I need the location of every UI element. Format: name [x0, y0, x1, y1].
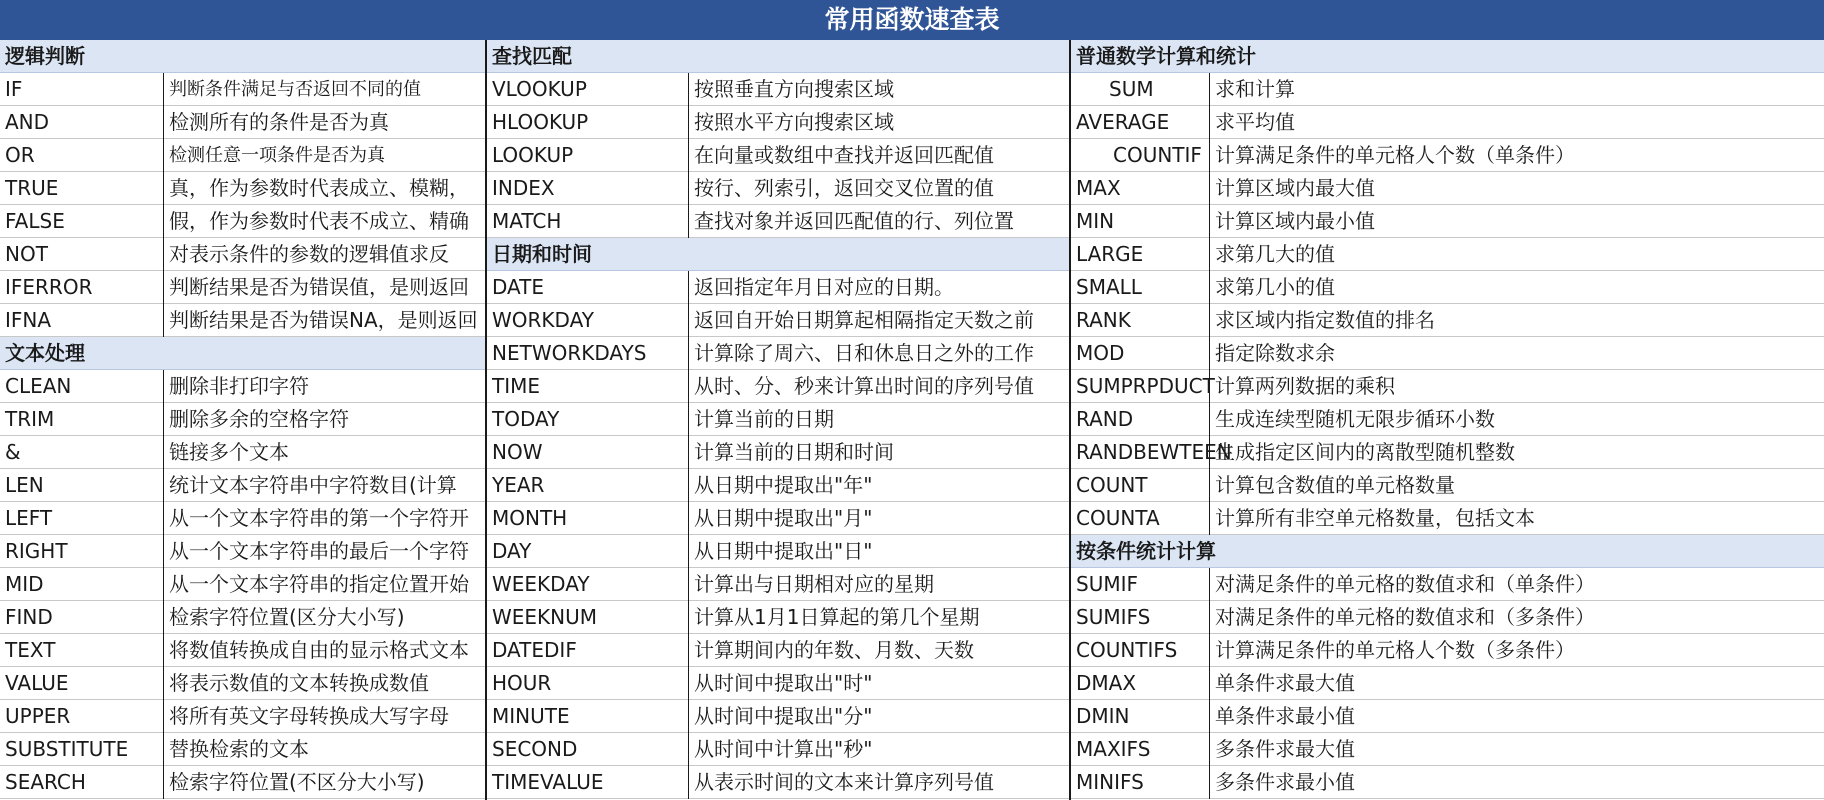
function-name-cell[interactable]: TIMEVALUE [487, 766, 689, 799]
function-row [487, 469, 1069, 502]
function-name-cell[interactable]: TODAY [487, 403, 689, 436]
function-name-cell[interactable]: NOW [487, 436, 689, 469]
function-description-cell[interactable]: 将表示数值的文本转换成数值 [169, 671, 429, 695]
function-name-cell[interactable]: UPPER [0, 700, 164, 733]
function-row [0, 502, 485, 535]
function-description-cell[interactable]: 假，作为参数时代表不成立、精确 [169, 209, 469, 233]
function-row [1071, 271, 1824, 304]
section-header[interactable] [1071, 40, 1824, 73]
function-row [487, 337, 1069, 370]
function-description-cell[interactable]: 从时、分、秒来计算出时间的序列号值 [694, 374, 1034, 398]
function-description-cell[interactable]: 从表示时间的文本来计算序列号值 [694, 770, 994, 794]
function-name-cell[interactable]: WEEKDAY [487, 568, 689, 601]
function-description-cell[interactable]: 从一个文本字符串的指定位置开始 [169, 572, 469, 596]
function-description-cell[interactable]: 求第几小的值 [1215, 275, 1335, 299]
function-name-cell[interactable]: COUNTA [1071, 502, 1210, 535]
function-name-cell[interactable]: IFERROR [0, 271, 164, 304]
function-description-cell[interactable]: 链接多个文本 [169, 440, 289, 464]
function-row [487, 766, 1069, 799]
function-description-cell[interactable]: 检测任意一项条件是否为真 [169, 145, 385, 166]
function-name-cell[interactable]: WORKDAY [487, 304, 689, 337]
function-name-cell[interactable]: DATE [487, 271, 689, 304]
function-row [1071, 370, 1824, 403]
function-row [1071, 304, 1824, 337]
function-name-cell[interactable]: DATEDIF [487, 634, 689, 667]
function-row [0, 403, 485, 436]
function-description-cell[interactable]: 替换检索的文本 [169, 737, 309, 761]
function-row [0, 700, 485, 733]
function-name-cell[interactable]: AND [0, 106, 164, 139]
function-row [0, 205, 485, 238]
function-row [0, 238, 485, 271]
function-name-cell[interactable]: NETWORKDAYS [487, 337, 689, 370]
function-row [487, 502, 1069, 535]
function-row [1071, 106, 1824, 139]
function-description-cell[interactable]: 生成指定区间内的离散型随机整数 [1215, 440, 1515, 464]
function-row [1071, 766, 1824, 799]
function-row [0, 634, 485, 667]
function-row [0, 733, 485, 766]
function-row [0, 436, 485, 469]
function-name-cell[interactable]: RAND [1071, 403, 1210, 436]
function-row [487, 436, 1069, 469]
function-description-cell[interactable]: 求平均值 [1215, 110, 1295, 134]
function-row [1071, 568, 1824, 601]
function-name-cell[interactable]: RIGHT [0, 535, 164, 568]
function-row [487, 634, 1069, 667]
function-row [1071, 634, 1824, 667]
column-divider [485, 40, 487, 800]
function-name-cell[interactable]: COUNTIFS [1071, 634, 1210, 667]
function-row [0, 172, 485, 205]
function-name-cell[interactable]: MIN [1071, 205, 1210, 238]
function-description-cell[interactable]: 返回自开始日期算起相隔指定天数之前 [694, 308, 1034, 332]
function-row [487, 403, 1069, 436]
function-name-cell[interactable]: COUNTIF [1071, 139, 1210, 172]
function-row [1071, 139, 1824, 172]
section-header[interactable] [487, 238, 1069, 271]
function-description-cell[interactable]: 从时间中计算出"秒" [694, 737, 873, 761]
function-row [0, 139, 485, 172]
function-row [1071, 436, 1824, 469]
function-row [1071, 205, 1824, 238]
function-row [487, 139, 1069, 172]
function-description-cell[interactable]: 计算区域内最小值 [1215, 209, 1375, 233]
function-description-cell[interactable]: 判断结果是否为错误NA，是则返回 [169, 308, 478, 332]
function-description-cell[interactable]: 统计文本字符串中字符数目(计算 [169, 473, 457, 497]
function-description-cell[interactable]: 检索字符位置(区分大小写) [169, 605, 405, 629]
function-description-cell[interactable]: 多条件求最大值 [1215, 737, 1355, 761]
function-name-cell[interactable]: DAY [487, 535, 689, 568]
function-description-cell[interactable]: 计算当前的日期 [694, 407, 834, 431]
function-description-cell[interactable]: 删除多余的空格字符 [169, 407, 349, 431]
function-name-cell[interactable]: SEARCH [0, 766, 164, 799]
section-header-label: 按条件统计计算 [1076, 539, 1216, 563]
function-description-cell[interactable]: 生成连续型随机无限步循环小数 [1215, 407, 1495, 431]
function-description-cell[interactable]: 从一个文本字符串的最后一个字符 [169, 539, 469, 563]
function-description-cell[interactable]: 计算满足条件的单元格人个数（多条件） [1215, 638, 1575, 662]
function-name-cell[interactable]: HLOOKUP [487, 106, 689, 139]
function-description-cell[interactable]: 计算当前的日期和时间 [694, 440, 894, 464]
function-row [487, 568, 1069, 601]
function-name-cell[interactable]: & [0, 436, 164, 469]
function-row [0, 667, 485, 700]
function-name-cell[interactable]: NOT [0, 238, 164, 271]
function-row [0, 106, 485, 139]
function-description-cell[interactable]: 按照垂直方向搜索区域 [694, 77, 894, 101]
function-description-cell[interactable]: 将数值转换成自由的显示格式文本 [169, 638, 469, 662]
function-name-cell[interactable]: MID [0, 568, 164, 601]
function-row [487, 700, 1069, 733]
function-name-cell[interactable]: FIND [0, 601, 164, 634]
function-row [1071, 700, 1824, 733]
function-description-cell[interactable]: 查找对象并返回匹配值的行、列位置 [694, 209, 1014, 233]
column-math-stats [1071, 40, 1824, 800]
function-name-cell[interactable]: RANDBEWTEEN [1071, 436, 1210, 469]
function-description-cell[interactable]: 单条件求最小值 [1215, 704, 1355, 728]
function-name-cell[interactable]: DMIN [1071, 700, 1210, 733]
function-row [1071, 337, 1824, 370]
function-name-cell[interactable]: IF [0, 73, 164, 106]
function-name-cell[interactable]: LEFT [0, 502, 164, 535]
function-description-cell[interactable]: 求第几大的值 [1215, 242, 1335, 266]
function-row [1071, 469, 1824, 502]
function-name-cell[interactable]: MAX [1071, 172, 1210, 205]
function-name-cell[interactable]: INDEX [487, 172, 689, 205]
function-description-cell[interactable]: 从日期中提取出"日" [694, 539, 873, 563]
function-description-cell[interactable]: 按照水平方向搜索区域 [694, 110, 894, 134]
function-description-cell[interactable]: 计算包含数值的单元格数量 [1215, 473, 1455, 497]
function-name-cell[interactable]: LOOKUP [487, 139, 689, 172]
function-description-cell[interactable]: 单条件求最大值 [1215, 671, 1355, 695]
function-description-cell[interactable]: 指定除数求余 [1215, 341, 1335, 365]
function-row [0, 73, 485, 106]
function-description-cell[interactable]: 真，作为参数时代表成立、模糊， [169, 176, 469, 200]
function-row [0, 469, 485, 502]
function-name-cell[interactable]: VALUE [0, 667, 164, 700]
function-name-cell[interactable]: TEXT [0, 634, 164, 667]
function-description-cell[interactable]: 计算从1月1日算起的第几个星期 [694, 605, 980, 629]
function-description-cell[interactable]: 计算满足条件的单元格人个数（单条件） [1215, 143, 1575, 167]
function-description-cell[interactable]: 从日期中提取出"年" [694, 473, 873, 497]
function-description-cell[interactable]: 按行、列索引，返回交叉位置的值 [694, 176, 994, 200]
function-row [0, 304, 485, 337]
function-row [487, 106, 1069, 139]
function-description-cell[interactable]: 求和计算 [1215, 77, 1295, 101]
function-description-cell[interactable]: 对表示条件的参数的逻辑值求反 [169, 242, 449, 266]
function-row [1071, 733, 1824, 766]
function-name-cell[interactable]: SECOND [487, 733, 689, 766]
function-name-cell[interactable]: OR [0, 139, 164, 172]
function-description-cell[interactable]: 计算所有非空单元格数量，包括文本 [1215, 506, 1535, 530]
sheet-title: 常用函数速查表 [0, 0, 1824, 40]
function-name-cell[interactable]: SUMPRPDUCT [1071, 370, 1210, 403]
function-row [1071, 502, 1824, 535]
function-name-cell[interactable]: TRUE [0, 172, 164, 205]
column-logic-text [0, 40, 485, 800]
function-description-cell[interactable]: 判断结果是否为错误值，是则返回 [169, 275, 469, 299]
function-row [0, 271, 485, 304]
section-header-label: 查找匹配 [492, 44, 572, 68]
function-row [0, 766, 485, 799]
function-description-cell[interactable]: 计算两列数据的乘积 [1215, 374, 1395, 398]
function-row [0, 568, 485, 601]
function-description-cell[interactable]: 判断条件满足与否返回不同的值 [169, 79, 421, 100]
function-description-cell[interactable]: 从时间中提取出"分" [694, 704, 873, 728]
function-description-cell[interactable]: 从日期中提取出"月" [694, 506, 873, 530]
function-row [487, 535, 1069, 568]
function-description-cell[interactable]: 求区域内指定数值的排名 [1215, 308, 1435, 332]
function-row [1071, 73, 1824, 106]
section-header[interactable] [487, 40, 1069, 73]
function-name-cell[interactable]: COUNT [1071, 469, 1210, 502]
function-name-cell[interactable]: MAXIFS [1071, 733, 1210, 766]
column-divider [1069, 40, 1071, 800]
function-name-cell[interactable]: SUMIFS [1071, 601, 1210, 634]
function-name-cell[interactable]: TRIM [0, 403, 164, 436]
function-name-cell[interactable]: SMALL [1071, 271, 1210, 304]
function-description-cell[interactable]: 对满足条件的单元格的数值求和（多条件） [1215, 605, 1595, 629]
section-header-label: 普通数学计算和统计 [1076, 44, 1256, 68]
function-row [487, 601, 1069, 634]
function-description-cell[interactable]: 检测所有的条件是否为真 [169, 110, 389, 134]
section-header[interactable] [1071, 535, 1824, 568]
function-row [1071, 238, 1824, 271]
function-name-cell[interactable]: AVERAGE [1071, 106, 1210, 139]
function-description-cell[interactable]: 返回指定年月日对应的日期。 [694, 275, 954, 299]
function-row [487, 73, 1069, 106]
function-name-cell[interactable]: WEEKNUM [487, 601, 689, 634]
function-name-cell[interactable]: MOD [1071, 337, 1210, 370]
function-name-cell[interactable]: TIME [487, 370, 689, 403]
function-row [1071, 403, 1824, 436]
function-description-cell[interactable]: 将所有英文字母转换成大写字母 [169, 704, 449, 728]
section-header-label: 逻辑判断 [5, 44, 85, 68]
function-name-cell[interactable]: FALSE [0, 205, 164, 238]
function-row [0, 535, 485, 568]
function-name-cell[interactable]: RANK [1071, 304, 1210, 337]
function-description-cell[interactable]: 计算出与日期相对应的星期 [694, 572, 934, 596]
function-name-cell[interactable]: HOUR [487, 667, 689, 700]
function-name-cell[interactable]: MATCH [487, 205, 689, 238]
function-name-cell[interactable]: SUMIF [1071, 568, 1210, 601]
function-row [487, 667, 1069, 700]
function-name-cell[interactable]: CLEAN [0, 370, 164, 403]
function-name-cell[interactable]: DMAX [1071, 667, 1210, 700]
function-row [487, 271, 1069, 304]
function-row [1071, 667, 1824, 700]
function-description-cell[interactable]: 从一个文本字符串的第一个字符开 [169, 506, 469, 530]
section-header[interactable] [0, 40, 485, 73]
function-row [1071, 172, 1824, 205]
function-row [487, 172, 1069, 205]
function-description-cell[interactable]: 从时间中提取出"时" [694, 671, 873, 695]
column-lookup-date [487, 40, 1069, 800]
function-description-cell[interactable]: 在向量或数组中查找并返回匹配值 [694, 143, 994, 167]
function-description-cell[interactable]: 计算期间内的年数、月数、天数 [694, 638, 974, 662]
function-name-cell[interactable]: MINIFS [1071, 766, 1210, 799]
function-name-cell[interactable]: YEAR [487, 469, 689, 502]
function-description-cell[interactable]: 多条件求最小值 [1215, 770, 1355, 794]
function-description-cell[interactable]: 计算除了周六、日和休息日之外的工作 [694, 341, 1034, 365]
function-row [487, 304, 1069, 337]
function-description-cell[interactable]: 计算区域内最大值 [1215, 176, 1375, 200]
function-row [1071, 601, 1824, 634]
function-name-cell[interactable]: LARGE [1071, 238, 1210, 271]
section-header[interactable] [0, 337, 485, 370]
function-name-cell[interactable]: MINUTE [487, 700, 689, 733]
function-name-cell[interactable]: VLOOKUP [487, 73, 689, 106]
function-name-cell[interactable]: SUBSTITUTE [0, 733, 164, 766]
function-name-cell[interactable]: MONTH [487, 502, 689, 535]
function-name-cell[interactable]: SUM [1071, 73, 1210, 106]
function-row [0, 370, 485, 403]
function-description-cell[interactable]: 删除非打印字符 [169, 374, 309, 398]
section-header-label: 日期和时间 [492, 242, 592, 266]
section-header-label: 文本处理 [5, 341, 85, 365]
function-name-cell[interactable]: LEN [0, 469, 164, 502]
function-row [487, 205, 1069, 238]
function-description-cell[interactable]: 检索字符位置(不区分大小写) [169, 770, 425, 794]
function-name-cell[interactable]: IFNA [0, 304, 164, 337]
function-row [487, 370, 1069, 403]
function-row [487, 733, 1069, 766]
function-row [0, 601, 485, 634]
function-description-cell[interactable]: 对满足条件的单元格的数值求和（单条件） [1215, 572, 1595, 596]
